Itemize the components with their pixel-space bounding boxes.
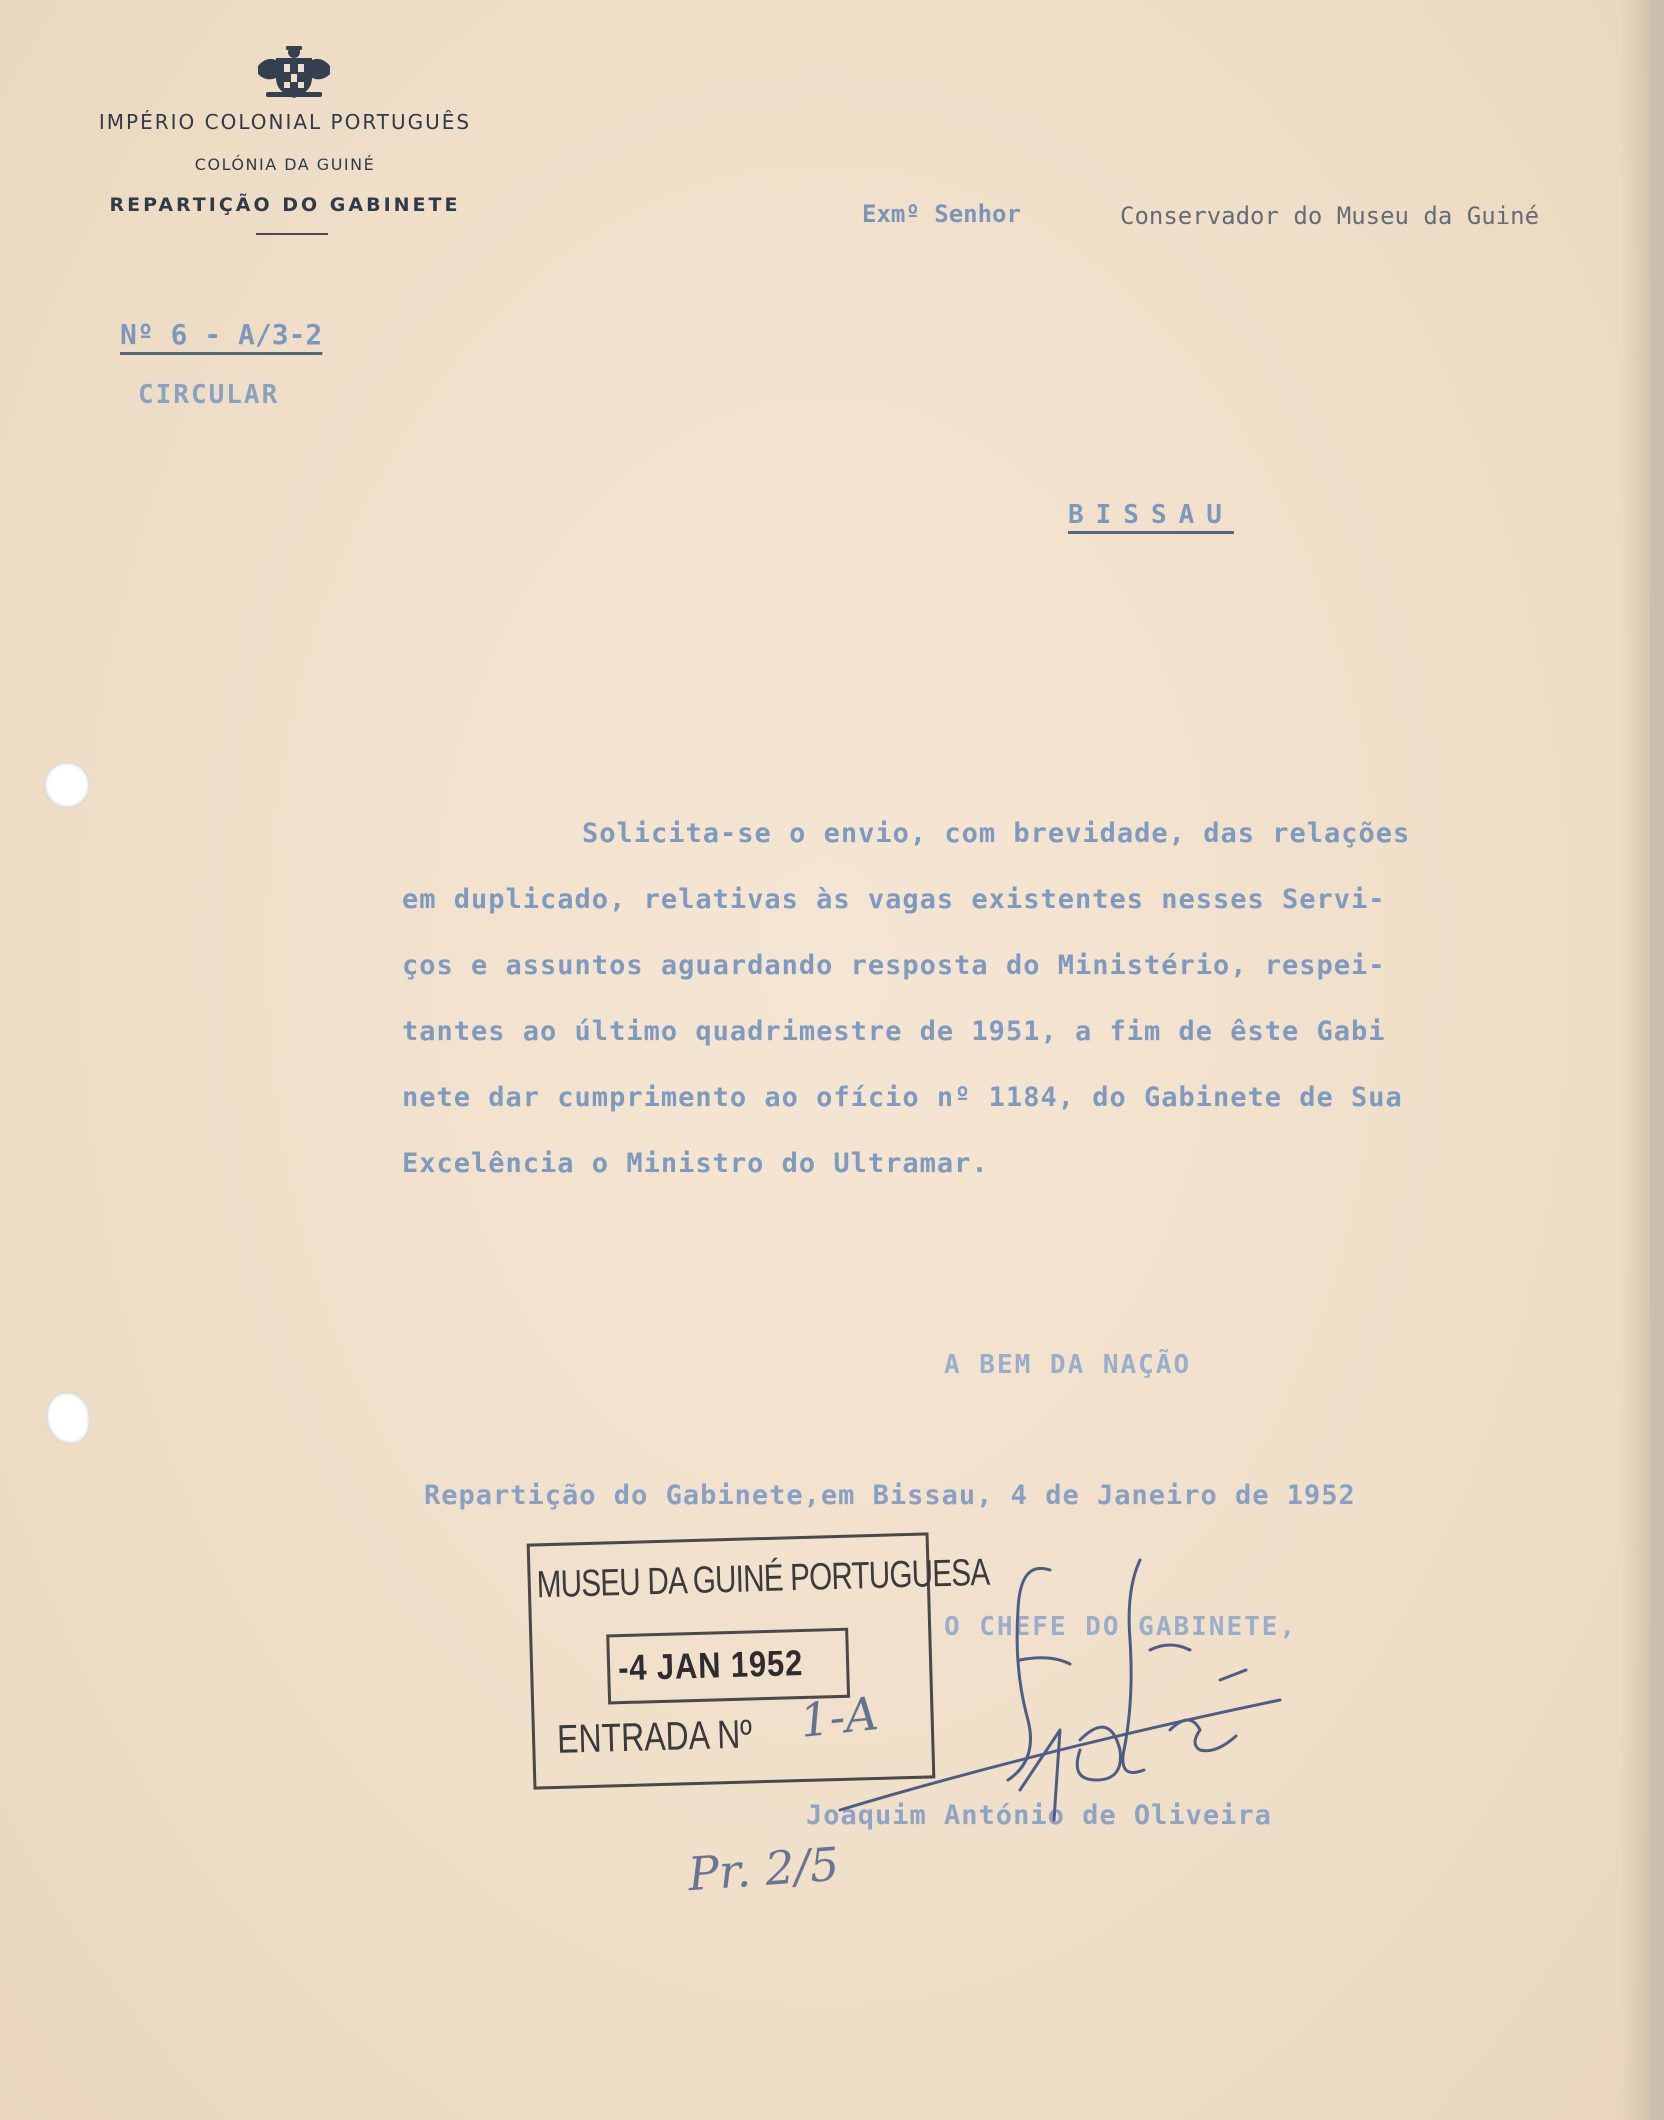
city-heading: BISSAU xyxy=(1068,500,1234,530)
reference-number: Nº 6 - A/3-2 xyxy=(120,318,323,351)
body-line: em duplicado, relativas às vagas existentes nesses Servi- xyxy=(402,884,1386,915)
letterhead-department: REPARTIÇÃO DO GABINETE xyxy=(109,194,461,216)
body-line: tantes ao último quadrimestre de 1951, a fim de êste Gabi xyxy=(402,1016,1386,1047)
punch-hole xyxy=(44,762,90,808)
punch-hole xyxy=(46,1392,90,1444)
body-line: nete dar cumprimento ao ofício nº 1184, do Gabinete de Sua xyxy=(402,1082,1403,1113)
letterhead-empire: IMPÉRIO COLONIAL PORTUGUÊS xyxy=(98,110,472,134)
addressee-salutation: Exmº Senhor xyxy=(862,200,1021,228)
signature-scribble xyxy=(720,1540,1340,1840)
stamp-entry-label: ENTRADA Nº xyxy=(556,1712,753,1762)
page-edge-shadow xyxy=(1620,0,1650,2120)
signer-title: O CHEFE DO GABINETE, xyxy=(944,1612,1298,1642)
stamp-date: -4 JAN 1952 xyxy=(617,1641,804,1689)
letterhead-colony: COLÓNIA DA GUINÉ xyxy=(194,155,376,174)
letterhead-rule xyxy=(256,233,328,235)
handwritten-entry-number: 1-A xyxy=(797,1686,881,1748)
closing-formula: A BEM DA NAÇÃO xyxy=(944,1350,1192,1380)
handwritten-note: Pr. 2/5 xyxy=(686,1836,841,1902)
reference-type: CIRCULAR xyxy=(138,380,280,410)
place-date-line: Repartição do Gabinete,em Bissau, 4 de Janeiro de 1952 xyxy=(424,1480,1356,1511)
stamp-title: MUSEU DA GUINÉ PORTUGUESA xyxy=(536,1551,990,1607)
body-line: Solicita-se o envio, com brevidade, das relações xyxy=(582,818,1411,849)
signer-name: Joaquim António de Oliveira xyxy=(806,1800,1272,1831)
body-line: ços e assuntos aguardando resposta do Ministério, respei- xyxy=(402,950,1386,981)
coat-of-arms-icon xyxy=(256,44,332,102)
body-line: Excelência o Ministro do Ultramar. xyxy=(402,1148,989,1179)
addressee-name: Conservador do Museu da Guiné xyxy=(1120,202,1540,230)
